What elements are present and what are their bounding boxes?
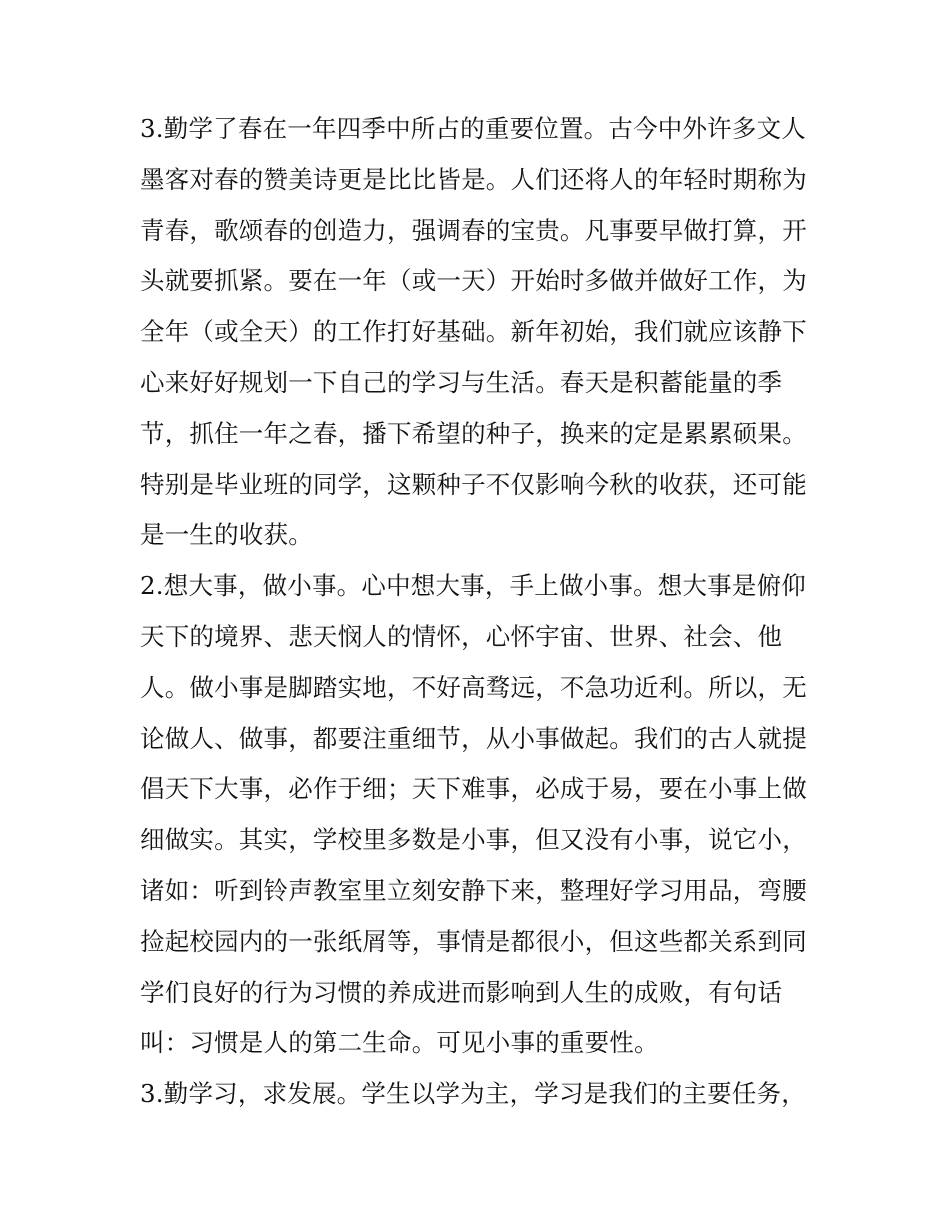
text-line: 叫：习惯是人的第二生命。可见小事的重要性。: [140, 1028, 659, 1058]
text-line: 论做人、做事，都要注重细节，从小事做起。我们的古人就提: [140, 723, 807, 753]
text-line: 捡起校园内的一张纸屑等，事情是都很小，但这些都关系到同: [140, 926, 807, 956]
text-line: 3.勤学了春在一年四季中所占的重要位置。古今中外许多文人: [140, 114, 806, 143]
text-line: 学们良好的行为习惯的养成进而影响到人生的成败，有句话: [140, 977, 783, 1007]
text-line: 全年（或全天）的工作打好基础。新年初始，我们就应该静下: [140, 317, 807, 347]
text-line: 天下的境界、悲天悯人的情怀，心怀宇宙、世界、社会、他: [140, 621, 783, 651]
text-line: 是一生的收获。: [140, 520, 313, 550]
text-line: 人。做小事是脚踏实地，不好高骛远，不急功近利。所以，无: [140, 672, 807, 702]
body-text: [140, 104, 820, 1120]
text-line: 3.勤学习，求发展。学生以学为主，学习是我们的主要任务，: [140, 1079, 806, 1109]
text-line: 诸如：听到铃声教室里立刻安静下来，整理好学习用品，弯腰: [140, 875, 807, 905]
text-line: 心来好好规划一下自己的学习与生活。春天是积蓄能量的季: [140, 367, 783, 397]
text-line: 细做实。其实，学校里多数是小事，但又没有小事，说它小，: [140, 825, 807, 855]
text-line: 头就要抓紧。要在一年（或一天）开始时多做并做好工作，为: [140, 266, 807, 296]
text-line: 墨客对春的赞美诗更是比比皆是。人们还将人的年轻时期称为: [140, 164, 807, 194]
text-line: 青春，歌颂春的创造力，强调春的宝贵。凡事要早做打算，开: [140, 215, 807, 245]
text-line: 倡天下大事，必作于细；天下难事，必成于易，要在小事上做: [140, 774, 807, 804]
text-line: 2.想大事，做小事。心中想大事，手上做小事。想大事是俯仰: [140, 571, 806, 601]
text-line: 特别是毕业班的同学，这颗种子不仅影响今秋的收获，还可能: [140, 469, 807, 499]
text-line: 节，抓住一年之春，播下希望的种子，换来的定是累累硕果。: [140, 418, 807, 448]
